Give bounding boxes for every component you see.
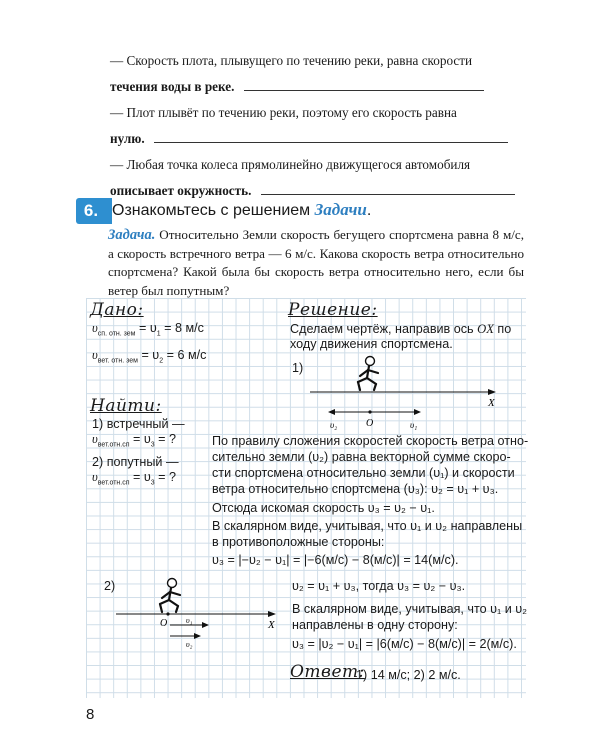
find-item1-sub: вет.отн.сп [97, 441, 130, 449]
solution-q3: направлены в одну сторону: [292, 618, 458, 632]
task-text [108, 226, 524, 300]
solution-intro-2: ходу движения спортсмена. [290, 337, 453, 351]
answer-text: 1) 14 м/с; 2) 2 м/с. [356, 668, 461, 682]
runner-figure-2 [160, 579, 180, 613]
find-item1-formula [92, 431, 176, 454]
v2-label-2: υ₂ [186, 640, 193, 649]
given-v2-sub: вет. отн. зем [97, 357, 138, 365]
solution-q4: υ₃ = |υ₂ − υ₁| = |6(м/с) − 8(м/с)| = 2(м/с). [292, 637, 517, 651]
statement-3 [110, 152, 522, 204]
origin-label-2: O [160, 618, 168, 629]
answer-blank-2[interactable] [154, 128, 508, 143]
section-title-emphasis: Задачи [314, 200, 367, 219]
solution-p7: в противоположные стороны: [212, 535, 385, 549]
given-header: Дано: [90, 300, 144, 320]
answer-blank-3[interactable] [261, 180, 515, 195]
find-item1-index: 3 [150, 441, 155, 449]
axis-x-label-1: X [488, 397, 495, 409]
origin-label-1: O [366, 418, 374, 429]
find-item2-index: 3 [150, 479, 155, 487]
statement-2 [110, 100, 522, 152]
given-v1-symbol: υ [92, 321, 98, 335]
solution-q1: υ₂ = υ₁ + υ₃, тогда υ₃ = υ₂ − υ₃. [292, 579, 466, 593]
statement-1 [110, 48, 522, 100]
solution-p1: По правилу сложения скоростей скорость ветра отно- [212, 434, 529, 448]
section-number-badge: 6. [76, 198, 106, 224]
solution-intro-end: по [497, 322, 512, 336]
given-v1-value: = 8 м/с [160, 321, 204, 335]
find-item2: 2) попутный — [92, 455, 179, 469]
statement-1-line2: течения воды в реке. [110, 79, 235, 94]
statement-3-line1: — Любая точка колеса прямолинейно движущегося автомобиля [110, 157, 471, 172]
find-item1-symbol: υ [92, 432, 98, 446]
case-1-label: 1) [292, 361, 304, 375]
find-item2-q: = ? [154, 470, 177, 484]
task-body: Относительно Земли скорость бегущего спортсмена равна 8 м/с, а скорость встречного ветра — 6 м/с. Какова скорость ветра относительно спортсмена? Какой была бы скорость ветра относительно него, если бы ветер был попутным? [108, 227, 524, 298]
section-title-end: . [366, 202, 372, 219]
answer-header: Ответ: [290, 662, 365, 682]
solution-intro-1 [290, 321, 511, 337]
section-title-text: Ознакомьтесь с решением [112, 202, 311, 219]
find-item2-formula [92, 469, 176, 492]
given-v2 [92, 347, 206, 370]
statement-2-line1: — Плот плывёт по течению реки, поэтому его скорость равна [110, 105, 457, 120]
section-title [112, 200, 371, 220]
solution-p3: сти спортсмена относительно земли (υ₁) и скорости [212, 466, 515, 480]
v1-label-1: υ₁ [410, 420, 418, 430]
solution-intro-axis: OX [477, 322, 494, 336]
find-item2-symbol: υ [92, 470, 98, 484]
statement-1-line1: — Скорость плота, плывущего по течению реки, равна скорости [110, 53, 473, 68]
given-v1 [92, 320, 204, 343]
solution-q2: В скалярном виде, учитывая, что υ₁ и υ₂ [292, 602, 528, 616]
solution-p4: ветра относительно спортсмена (υ₃): υ₂ = υ₁ + υ₃. [212, 482, 499, 496]
solution-p8: υ₃ = |−υ₂ − υ₁| = |−6(м/с) − 8(м/с)| = 14(м/с). [212, 553, 459, 567]
find-header: Найти: [90, 396, 162, 416]
statement-2-line2: нулю. [110, 131, 145, 146]
given-v2-index: 2 [159, 357, 164, 365]
given-v2-eq: = υ [137, 348, 160, 362]
solution-p2: сительно земли (υ₂) равна векторной сумме скоро- [212, 450, 511, 464]
solution-intro-text: Сделаем чертёж, направив ось [290, 322, 474, 336]
given-v2-value: = 6 м/с [163, 348, 207, 362]
case-2-label: 2) [104, 579, 116, 593]
diagram-1 [300, 352, 510, 437]
given-v1-sub: сп. отн. зем [97, 330, 136, 338]
axis-x-label-2: X [268, 619, 275, 631]
diagram-2 [114, 574, 284, 654]
solution-header: Решение: [288, 300, 378, 320]
find-item2-eq: = υ [129, 470, 151, 484]
task-label: Задача. [108, 227, 156, 243]
solution-p5: Отсюда искомая скорость υ₃ = υ₂ − υ₁. [212, 501, 435, 515]
v1-label-2: υ₁ [186, 616, 193, 625]
statement-3-line2: описывает окружность. [110, 183, 252, 198]
find-item1-eq: = υ [129, 432, 151, 446]
given-v1-eq: = υ [135, 321, 157, 335]
find-item1: 1) встречный — [92, 417, 185, 431]
find-item1-q: = ? [154, 432, 177, 446]
find-item2-sub: вет.отн.сп [97, 479, 130, 487]
solution-p6: В скалярном виде, учитывая, что υ₁ и υ₂ направлены [212, 519, 523, 533]
given-v1-index: 1 [156, 330, 161, 338]
v2-label-1: υ₂ [330, 420, 338, 430]
page-number: 8 [86, 706, 95, 723]
answer-blank-1[interactable] [244, 76, 484, 91]
runner-figure-1 [358, 357, 378, 391]
given-v2-symbol: υ [92, 348, 98, 362]
